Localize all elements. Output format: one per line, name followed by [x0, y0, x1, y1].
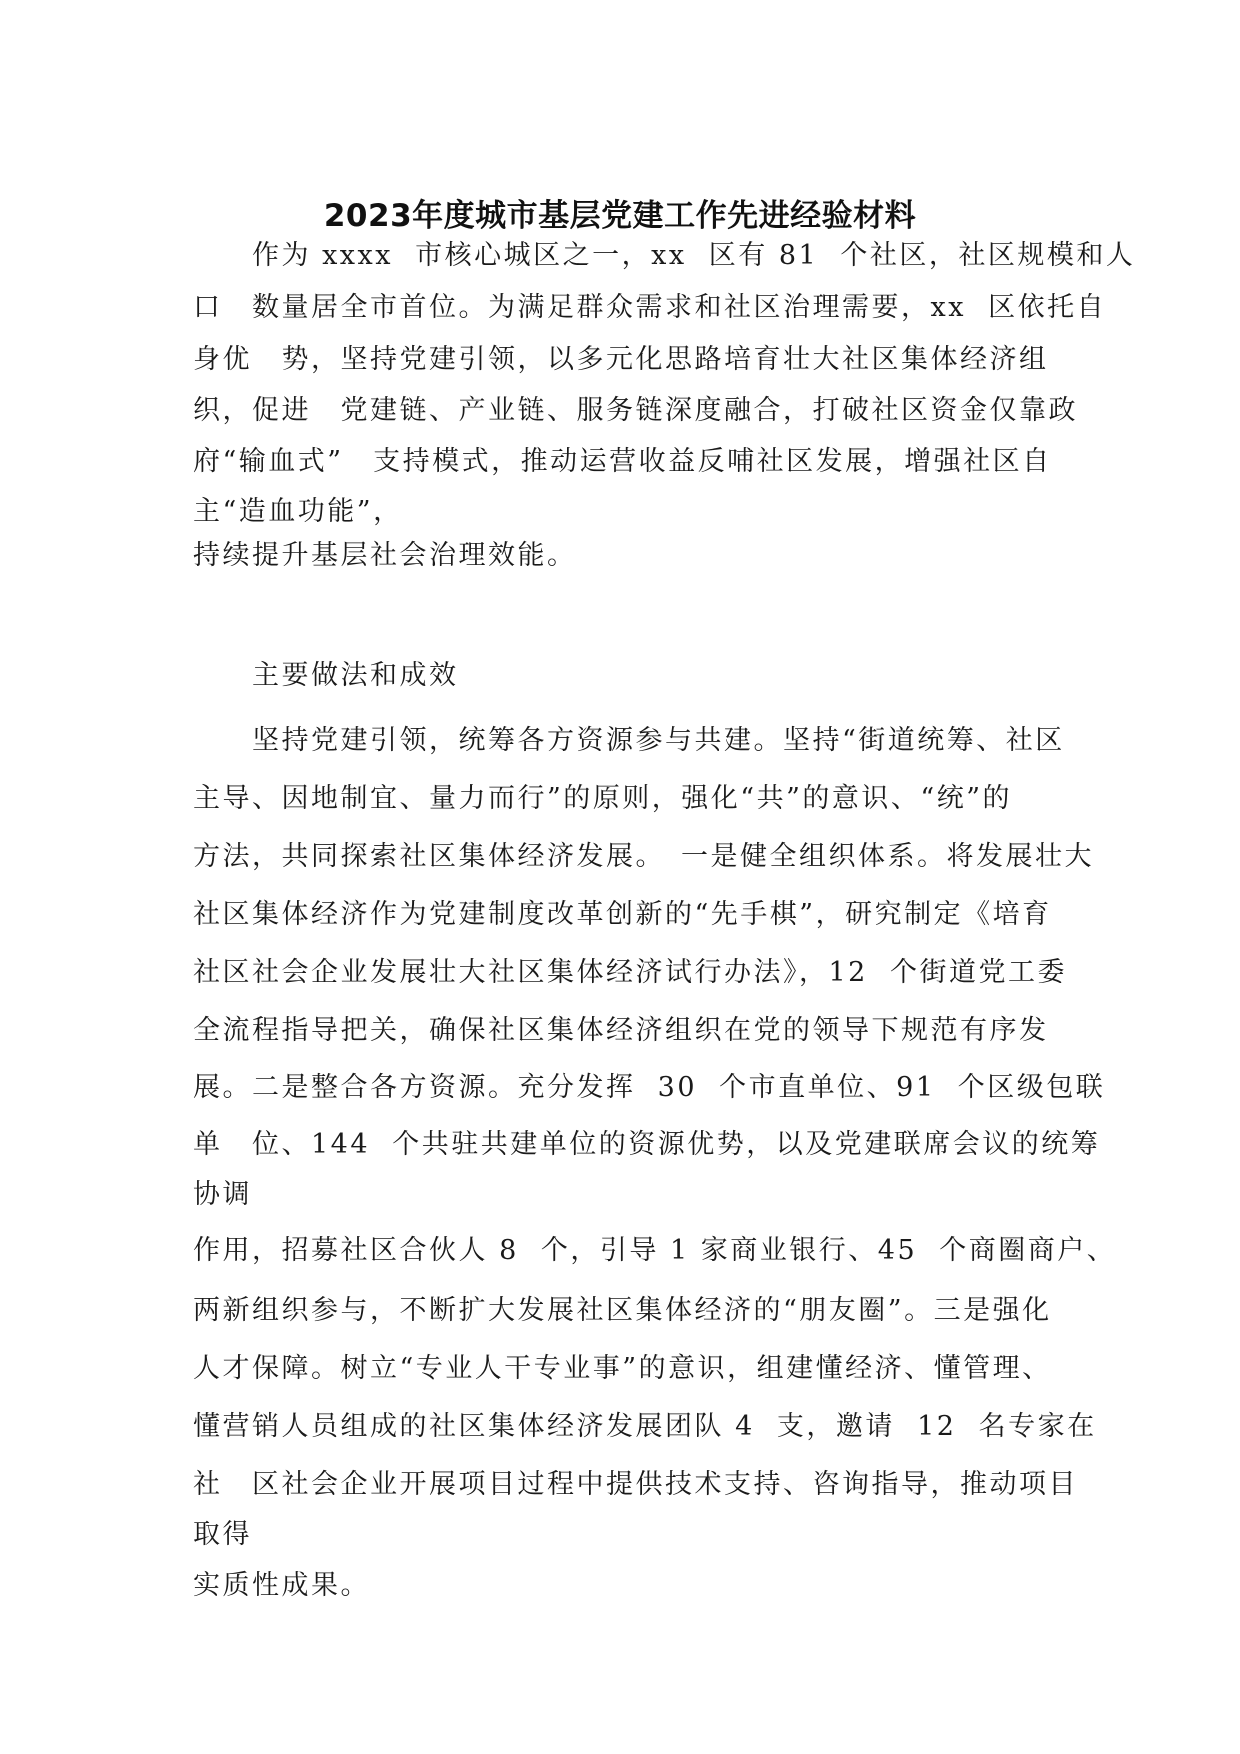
text-line: 主“造血功能”， — [193, 496, 403, 527]
text-line: 单 位、144 个共驻共建单位的资源优势，以及党建联席会议的统筹 — [193, 1129, 1101, 1160]
text-line: 人才保障。树立“专业人干专业事”的意识，组建懂经济、懂管理、 — [193, 1353, 1052, 1384]
text-line: 实质性成果。 — [193, 1570, 370, 1601]
text-line: 持续提升基层社会治理效能。 — [193, 540, 577, 571]
text-line: 社 区社会企业开展项目过程中提供技术支持、咨询指导，推动项目 — [193, 1469, 1078, 1500]
text-line: 坚持党建引领，统筹各方资源参与共建。坚持“街道统筹、社区 — [193, 725, 1065, 756]
text-line: 社区集体经济作为党建制度改革创新的“先手棋”，研究制定《培育 — [193, 899, 1052, 930]
text-line: 取得 — [193, 1519, 252, 1550]
text-line: 作用，招募社区合伙人 8 个，引导 1 家商业银行、45 个商圈商户、 — [193, 1235, 1117, 1266]
text-line: 作为 xxxx 市核心城区之一，xx 区有 81 个社区，社区规模和人 — [193, 240, 1136, 271]
document-title: 2023年度城市基层党建工作先进经验材料 — [323, 198, 917, 234]
section-heading — [193, 653, 1073, 693]
paragraph-intro — [193, 233, 1136, 571]
text-line: 主导、因地制宜、量力而行”的原则，强化“共”的意识、“统”的 — [193, 783, 1013, 814]
section-heading-text: 主要做法和成效 — [193, 660, 459, 691]
text-line: 展。二是整合各方资源。充分发挥 30 个市直单位、91 个区级包联 — [193, 1072, 1106, 1103]
text-line: 方法，共同探索社区集体经济发展。 一是健全组织体系。将发展壮大 — [193, 841, 1094, 872]
paragraph-practices — [193, 718, 1117, 1601]
text-line: 两新组织参与，不断扩大发展社区集体经济的“朋友圈”。三是强化 — [193, 1295, 1052, 1326]
text-line: 口 数量居全市首位。为满足群众需求和社区治理需要，xx 区依托自 — [193, 292, 1107, 323]
text-line: 身优 势，坚持党建引领，以多元化思路培育壮大社区集体经济组 — [193, 344, 1049, 375]
text-line: 府“输血式” 支持模式，推动运营收益反哺社区发展，增强社区自 — [193, 446, 1052, 477]
text-line: 社区社会企业发展壮大社区集体经济试行办法》，12 个街道党工委 — [193, 957, 1068, 988]
text-line: 全流程指导把关，确保社区集体经济组织在党的领导下规范有序发 — [193, 1015, 1049, 1046]
text-line: 协调 — [193, 1179, 252, 1210]
text-line: 织，促进 党建链、产业链、服务链深度融合，打破社区资金仅靠政 — [193, 395, 1078, 426]
text-line: 懂营销人员组成的社区集体经济发展团队 4 支，邀请 12 名专家在 — [193, 1411, 1097, 1442]
